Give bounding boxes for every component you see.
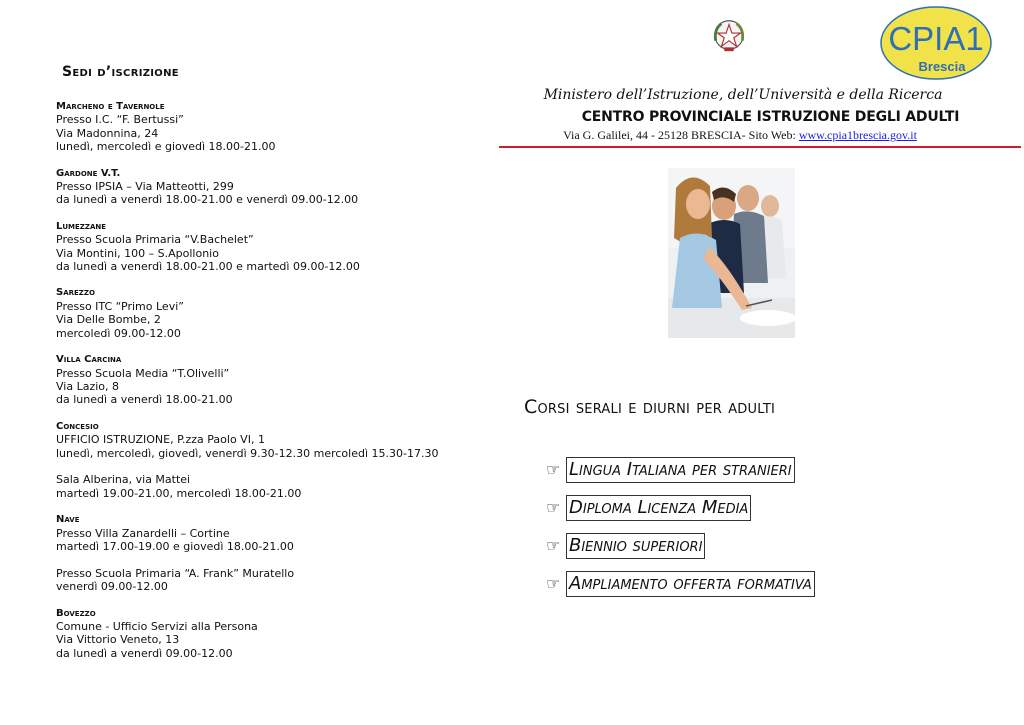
sede-line: Comune - Ufficio Servizi alla Persona [56, 620, 258, 633]
sede-block [56, 286, 496, 340]
pointing-hand-icon: ☞ [546, 535, 561, 555]
sede-block [56, 167, 496, 207]
sede-name: Villa Carcina [56, 354, 122, 366]
course-item [546, 494, 815, 521]
sede-block [56, 220, 496, 274]
sede-line: Presso Villa Zanardelli – Cortine [56, 526, 230, 540]
sede-line: Via Lazio, 8 [56, 379, 119, 393]
course-item [546, 456, 815, 483]
sede-name: Concesio [56, 420, 99, 432]
sede-block [56, 353, 496, 407]
cpia1-logo [879, 5, 993, 81]
sede-name: Marcheno e Tavernole [56, 101, 165, 112]
sede-line: lunedì, mercoledì e giovedì 18.00-21.00 [56, 140, 276, 154]
centro-title: CENTRO PROVINCIALE ISTRUZIONE DEGLI ADULTI [581, 109, 960, 125]
sede-line: Presso Scuola Primaria “A. Frank” Muratello [56, 566, 295, 580]
course-label: Biennio superiori [566, 533, 705, 559]
sede-name: Lumezzane [56, 220, 107, 232]
sede-block [56, 420, 496, 500]
courses-headline: Corsi serali e diurni per adulti [524, 396, 776, 418]
address-text: Via G. Galilei, 44 - 25128 BRESCIA- Sito Web: [563, 128, 799, 142]
course-list [546, 456, 815, 608]
sede-line: mercoledì 09.00-12.00 [56, 326, 181, 340]
sede-line: Presso I.C. “F. Bertussi” [56, 113, 184, 127]
pointing-hand-icon: ☞ [546, 573, 561, 593]
logo-text: CPIA1 [888, 20, 984, 57]
sede-line: da lunedì a venerdì 18.00-21.00 e martedì 09.00-12.00 [56, 260, 360, 274]
sede-line: Presso Scuola Media “T.Olivelli” [56, 366, 230, 380]
pointing-hand-icon: ☞ [546, 497, 561, 517]
sede-line: Via Madonnina, 24 [56, 126, 159, 140]
sede-line: Via Vittorio Veneto, 13 [56, 633, 180, 647]
sede-line [56, 553, 496, 566]
website-link[interactable]: www.cpia1brescia.gov.it [798, 128, 917, 142]
sede-name: Gardone V.T. [56, 167, 121, 179]
sede-line: Sala Alberina, via Mattei [56, 473, 191, 487]
sede-line: Presso ITC “Primo Levi” [56, 299, 184, 313]
address-line [500, 128, 980, 143]
sede-line: Via Montini, 100 – S.Apollonio [56, 246, 219, 260]
students-photo [668, 168, 795, 338]
sede-name: Bovezzo [56, 607, 96, 619]
header-rule [499, 146, 1021, 148]
sede-line: martedì 17.00-19.00 e giovedì 18.00-21.00 [56, 539, 294, 553]
sede-line: da lunedì a venerdì 18.00-21.00 [56, 393, 233, 407]
sede-line: da lunedì a venerdì 18.00-21.00 e venerdì 09.00-12.00 [56, 193, 359, 207]
page-title: Sedi d’iscrizione [62, 64, 179, 80]
sede-line: martedì 19.00-21.00, mercoledì 18.00-21.00 [56, 486, 302, 500]
sede-line: UFFICIO ISTRUZIONE, P.zza Paolo VI, 1 [56, 433, 265, 447]
italian-emblem-icon [710, 16, 748, 54]
sede-block [56, 607, 496, 661]
sede-line: Presso IPSIA – Via Matteotti, 299 [56, 180, 234, 194]
course-label: Lingua Italiana per stranieri [566, 457, 795, 483]
course-item [546, 532, 815, 559]
sede-line: Via Delle Bombe, 2 [56, 313, 161, 327]
sede-line: Presso Scuola Primaria “V.Bachelet” [56, 233, 254, 247]
sede-block [56, 513, 496, 593]
sede-block [56, 100, 496, 154]
pointing-hand-icon: ☞ [546, 459, 561, 479]
sede-line: venerdì 09.00-12.00 [56, 580, 168, 594]
ministry-line: Ministero dell’Istruzione, dell’Università e della Ricerca [543, 87, 943, 103]
sedi-list [56, 100, 496, 673]
logo-subtext: Brescia [918, 59, 966, 74]
sede-line [56, 460, 496, 473]
sede-name: Sarezzo [56, 287, 95, 299]
course-label: Diploma Licenza Media [566, 495, 751, 521]
sede-line: lunedì, mercoledì, giovedì, venerdì 9.30-12.30 mercoledì 15.30-17.30 [56, 446, 439, 460]
course-label: Ampliamento offerta formativa [566, 571, 815, 597]
sede-line: da lunedì a venerdì 09.00-12.00 [56, 646, 233, 660]
sede-name: Nave [56, 514, 80, 526]
course-item [546, 570, 815, 597]
